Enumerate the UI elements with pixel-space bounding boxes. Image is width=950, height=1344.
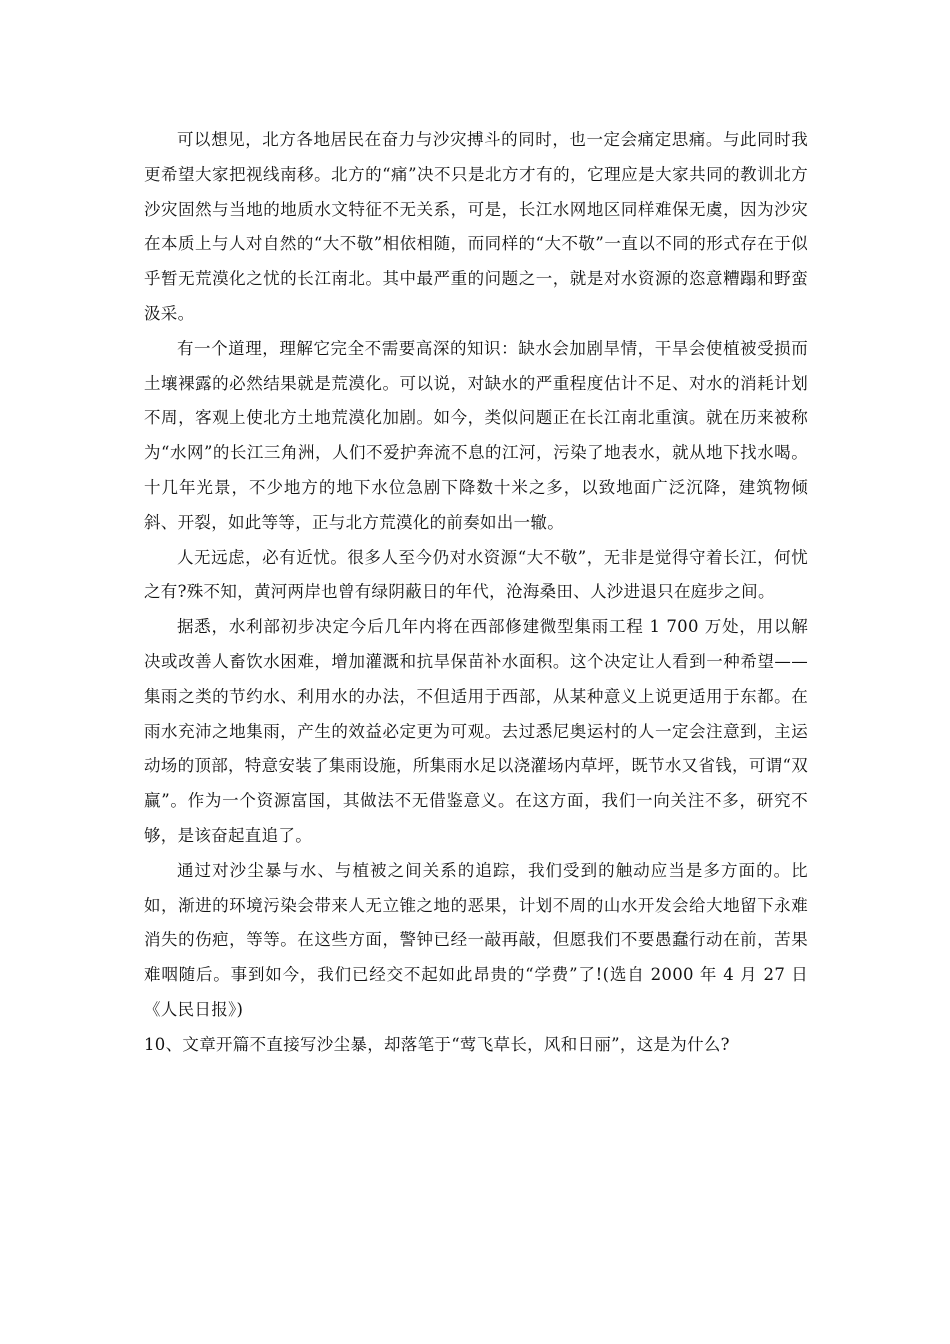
paragraph-4: 据悉，水利部初步决定今后几年内将在西部修建微型集雨工程 1 700 万处，用以解决或改善人畜饮水困难，增加灌溉和抗旱保苗补水面积。这个决定让人看到一种希望——集雨之类的节约水、利用水的办法，不但适用于西部，从某种意义上说更适用于东都。在雨水充沛之地集雨，产生的效益必定更为可观。去过悉尼奥运村的人一定会注意到，主运动场的顶部，特意安装了集雨设施，所集雨水足以浇灌场内草坪，既节水又省钱，可谓“双赢”。作为一个资源富国，其做法不无借鉴意义。在这方面，我们一向关注不多，研究不够，是该奋起直追了。 <box>144 617 808 845</box>
question-10: 10、文章开篇不直接写沙尘暴，却落笔于“莺飞草长，风和日丽”，这是为什么? <box>144 1034 730 1054</box>
paragraph-3: 人无远虑，必有近忧。很多人至今仍对水资源“大不敬”，无非是觉得守着长江，何忧之有?殊不知，黄河两岸也曾有绿阴蔽日的年代，沧海桑田、人沙进退只在庭步之间。 <box>144 547 808 602</box>
paragraph-2: 有一个道理，理解它完全不需要高深的知识：缺水会加剧旱情，干旱会使植被受损而土壤裸露的必然结果就是荒漠化。可以说，对缺水的严重程度估计不足、对水的消耗计划不周，客观上使北方土地荒漠化加剧。如今，类似问题正在长江南北重演。就在历来被称为“水网”的长江三角洲，人们不爱护奔流不息的江河，污染了地表水，就从地下找水喝。十几年光景，不少地方的地下水位急剧下降数十米之多，以致地面广泛沉降，建筑物倾斜、开裂，如此等等，正与北方荒漠化的前奏如出一辙。 <box>144 338 808 532</box>
paragraph-1: 可以想见，北方各地居民在奋力与沙灾搏斗的同时，也一定会痛定思痛。与此同时我更希望大家把视线南移。北方的“痛”决不只是北方才有的，它理应是大家共同的教训北方沙灾固然与当地的地质水文特征不无关系，可是，长江水网地区同样难保无虞，因为沙灾在本质上与人对自然的“大不敬”相依相随，而同样的“大不敬”一直以不同的形式存在于似乎暂无荒漠化之忧的长江南北。其中最严重的问题之一，就是对水资源的恣意糟蹋和野蛮汲采。 <box>144 130 808 323</box>
paragraph-5: 通过对沙尘暴与水、与植被之间关系的追踪，我们受到的触动应当是多方面的。比如，渐进的环境污染会带来人无立锥之地的恶果，计划不周的山水开发会给大地留下永难消失的伤疤，等等。在这些方面，警钟已经一敲再敲，但愿我们不要愚蠢行动在前，苦果难咽随后。事到如今，我们已经交不起如此昂贵的“学费”了!(选自 2000 年 4 月 27 日《人民日报》) <box>144 860 808 1019</box>
article-body <box>144 123 808 1063</box>
